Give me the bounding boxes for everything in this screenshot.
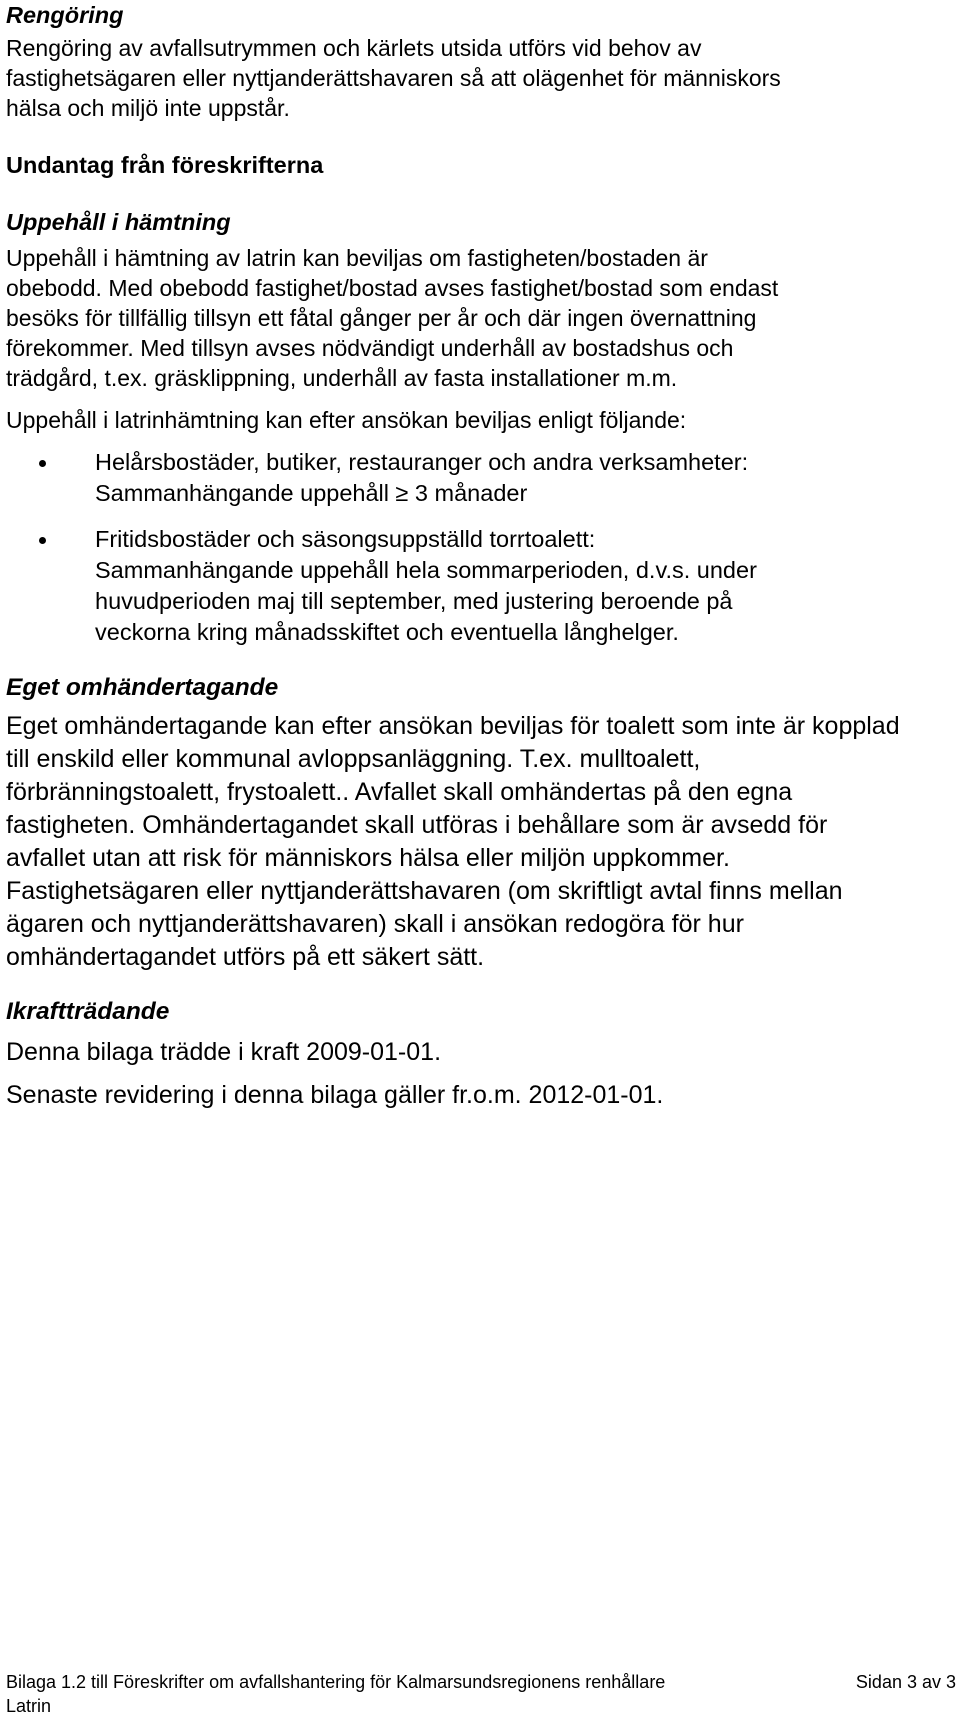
heading-eget: Eget omhändertagande — [6, 674, 279, 701]
heading-rengoring: Rengöring — [6, 2, 124, 28]
heading-undantag: Undantag från föreskrifterna — [6, 152, 324, 178]
list-item — [6, 447, 956, 509]
bullet-line2: Sammanhängande uppehåll hela sommarperioden, d.v.s. under huvudperioden maj till september, med justering beroende på veckorna kring månadsskiftet och eventuella långhelger. — [95, 557, 757, 645]
bullet-line1: Fritidsbostäder och säsongsuppställd torrtoalett: — [95, 526, 596, 552]
paragraph-uppehall-intro: Uppehåll i latrinhämtning kan efter ansökan beviljas enligt följande: — [6, 407, 687, 433]
paragraph-ikraft-2: Senaste revidering i denna bilaga gäller fr.o.m. 2012-01-01. — [6, 1081, 664, 1109]
document-page — [6, 0, 956, 1112]
paragraph-eget: Eget omhändertagande kan efter ansökan beviljas för toalett som inte är kopplad till enskild eller kommunal avloppsanläggning. T.ex. mulltoalett, förbränningstoalett, frystoalett.. Avfallet skall omhändertas på den egna fastigheten. Omhändertagandet skall utföras i behållare som är avsedd för avfallet utan att risk för människors hälsa eller miljön uppkommer. Fastighetsägaren eller nyttjanderättshavaren (om skriftligt avtal finns mellan ägaren och nyttjanderättshavaren) skall i ansökan redogöra för hur omhändertagandet utförs på ett säkert sätt. — [6, 712, 900, 971]
footer-page-number: Sidan 3 av 3 — [855, 1672, 956, 1692]
heading-ikraft: Ikraftträdande — [6, 998, 170, 1025]
paragraph-uppehall: Uppehåll i hämtning av latrin kan beviljas om fastigheten/bostaden är obebodd. Med obebodd fastighet/bostad avses fastighet/bostad som endast besöks för tillfällig tillsyn ett fåtal gånger per år och där ingen övernattning förekommer. Med tillsyn avses nödvändigt underhåll av bostadshus och trädgård, t.ex. gräsklippning, underhåll av fasta installationer m.m. — [6, 245, 779, 391]
bullet-icon — [39, 460, 46, 467]
footer-left: Bilaga 1.2 till Föreskrifter om avfallshantering för Kalmarsundsregionens renhållare — [6, 1672, 666, 1692]
footer-line2: Latrin — [6, 1696, 52, 1716]
heading-uppehall: Uppehåll i hämtning — [6, 209, 231, 235]
bullet-line1: Helårsbostäder, butiker, restauranger och andra verksamheter: — [95, 449, 749, 475]
bullet-icon — [39, 537, 46, 544]
bullet-line2: Sammanhängande uppehåll ≥ 3 månader — [95, 480, 528, 506]
list-item — [6, 524, 956, 648]
bullet-list — [6, 447, 956, 648]
page-footer — [6, 1670, 956, 1718]
paragraph-ikraft-1: Denna bilaga trädde i kraft 2009-01-01. — [6, 1038, 442, 1066]
paragraph-rengoring: Rengöring av avfallsutrymmen och kärlets utsida utförs vid behov av fastighetsägaren eller nyttjanderättshavaren så att olägenhet för människors hälsa och miljö inte uppstår. — [6, 35, 781, 121]
